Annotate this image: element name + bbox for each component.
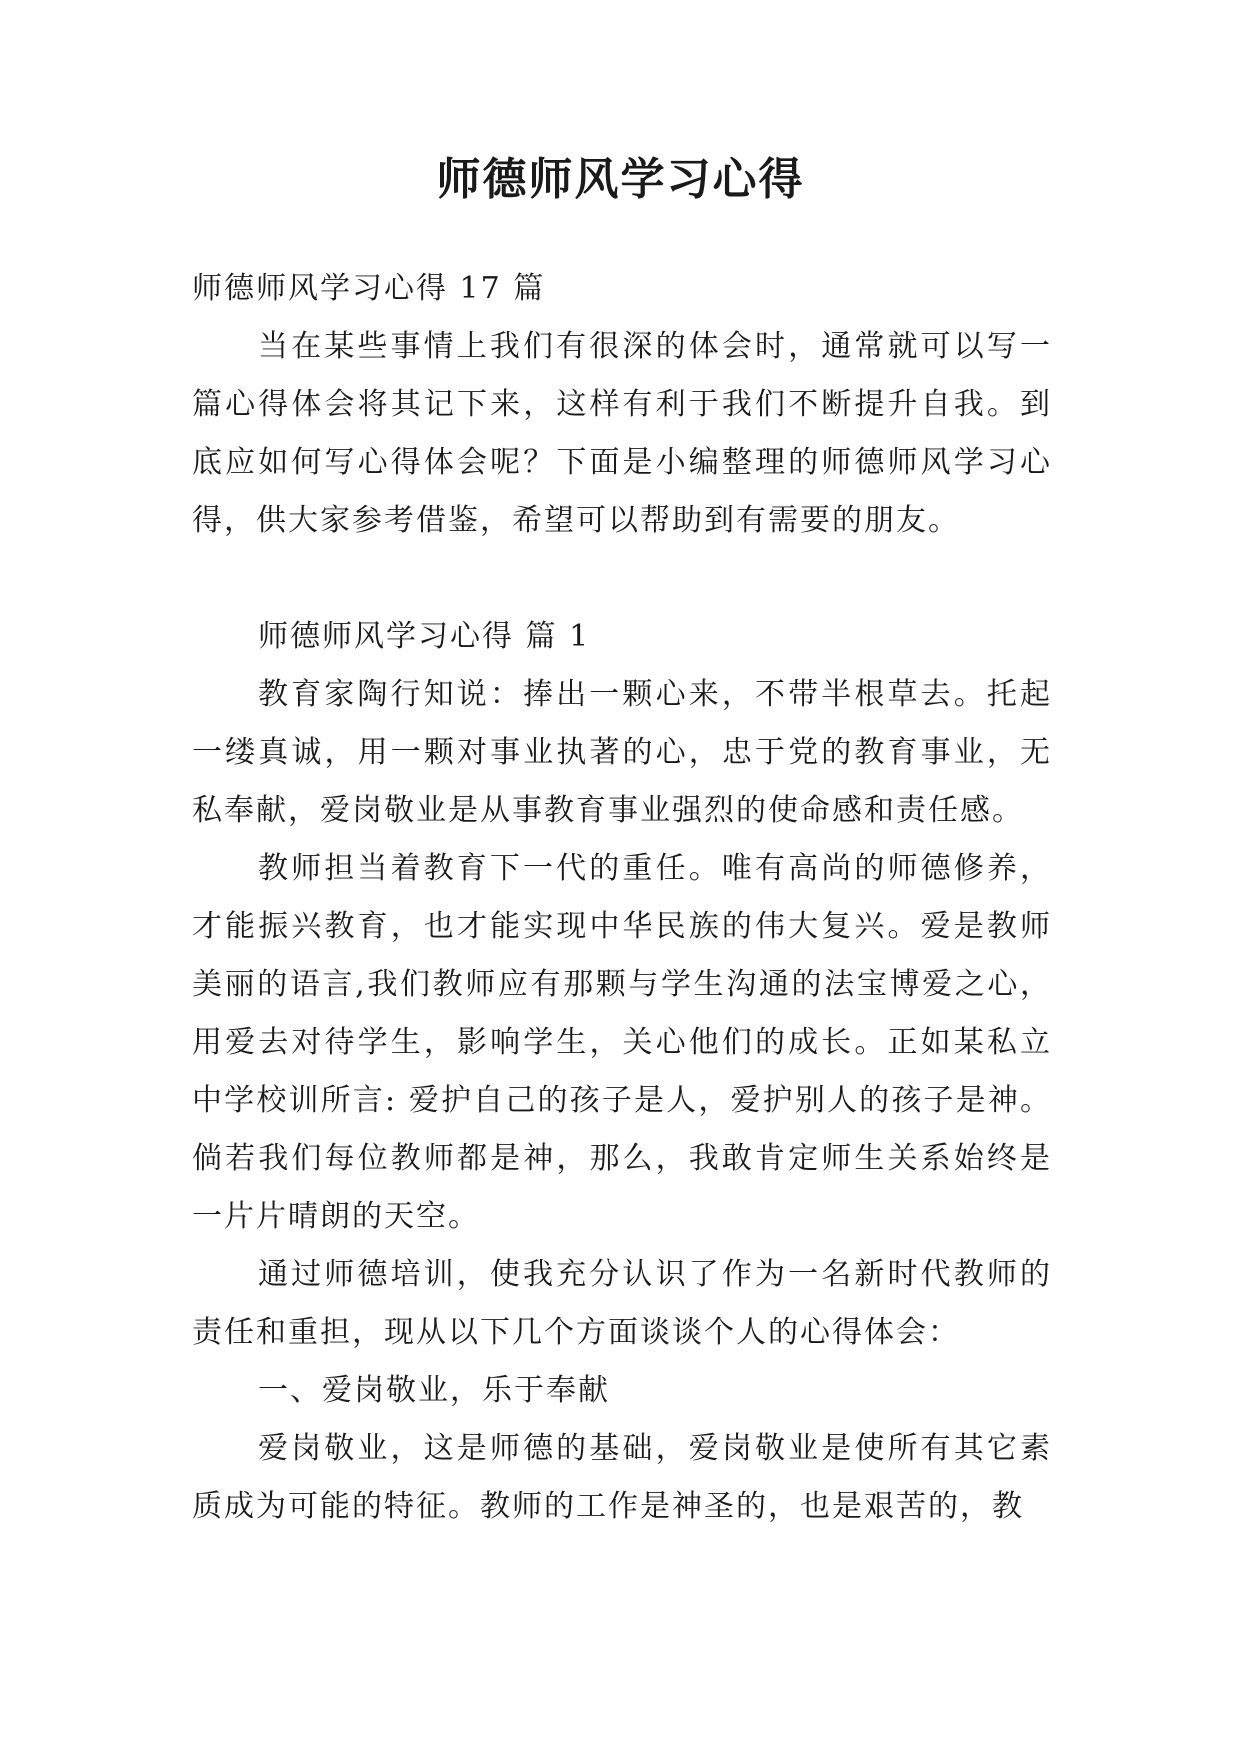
intro-paragraph: 当在某些事情上我们有很深的体会时，通常就可以写一篇心得体会将其记下来，这样有利于我们不断提升自我。到底应如何写心得体会呢？下面是小编整理的师德师风学习心得，供大家参考借鉴，希望可以帮助到有需要的朋友。	[192, 329, 1052, 538]
document-body	[192, 260, 1052, 1536]
body-paragraph: 教师担当着教育下一代的重任。唯有高尚的师德修养，才能振兴教育，也才能实现中华民族的伟大复兴。爱是教师美丽的语言,我们教师应有那颗与学生沟通的法宝博爱之心，用爱去对待学生，影响学生，关心他们的成长。正如某私立中学校训所言: 爱护自己的孩子是人，爱护别人的孩子是神。倘若我们每位教师都是神，那么，我敢肯定师生关系始终是一片片晴朗的天空。	[192, 851, 1052, 1234]
body-paragraph: 通过师德培训，使我充分认识了作为一名新时代教师的责任和重担，现从以下几个方面谈谈个人的心得体会：	[192, 1257, 1052, 1350]
document-title: 师德师风学习心得	[436, 154, 805, 205]
list-heading: 一、爱岗敬业，乐于奉献	[258, 1373, 610, 1408]
document-subtitle: 师德师风学习心得 17 篇	[192, 271, 546, 306]
body-paragraph: 爱岗敬业，这是师德的基础，爱岗敬业是使所有其它素质成为可能的特征。教师的工作是神圣的，也是艰苦的，教	[192, 1431, 1052, 1524]
body-paragraph: 教育家陶行知说：捧出一颗心来，不带半根草去。托起一缕真诚，用一颗对事业执著的心，忠于党的教育事业，无私奉献，爱岗敬业是从事教育事业强烈的使命感和责任感。	[192, 677, 1052, 828]
section-heading: 师德师风学习心得 篇 1	[258, 619, 591, 654]
